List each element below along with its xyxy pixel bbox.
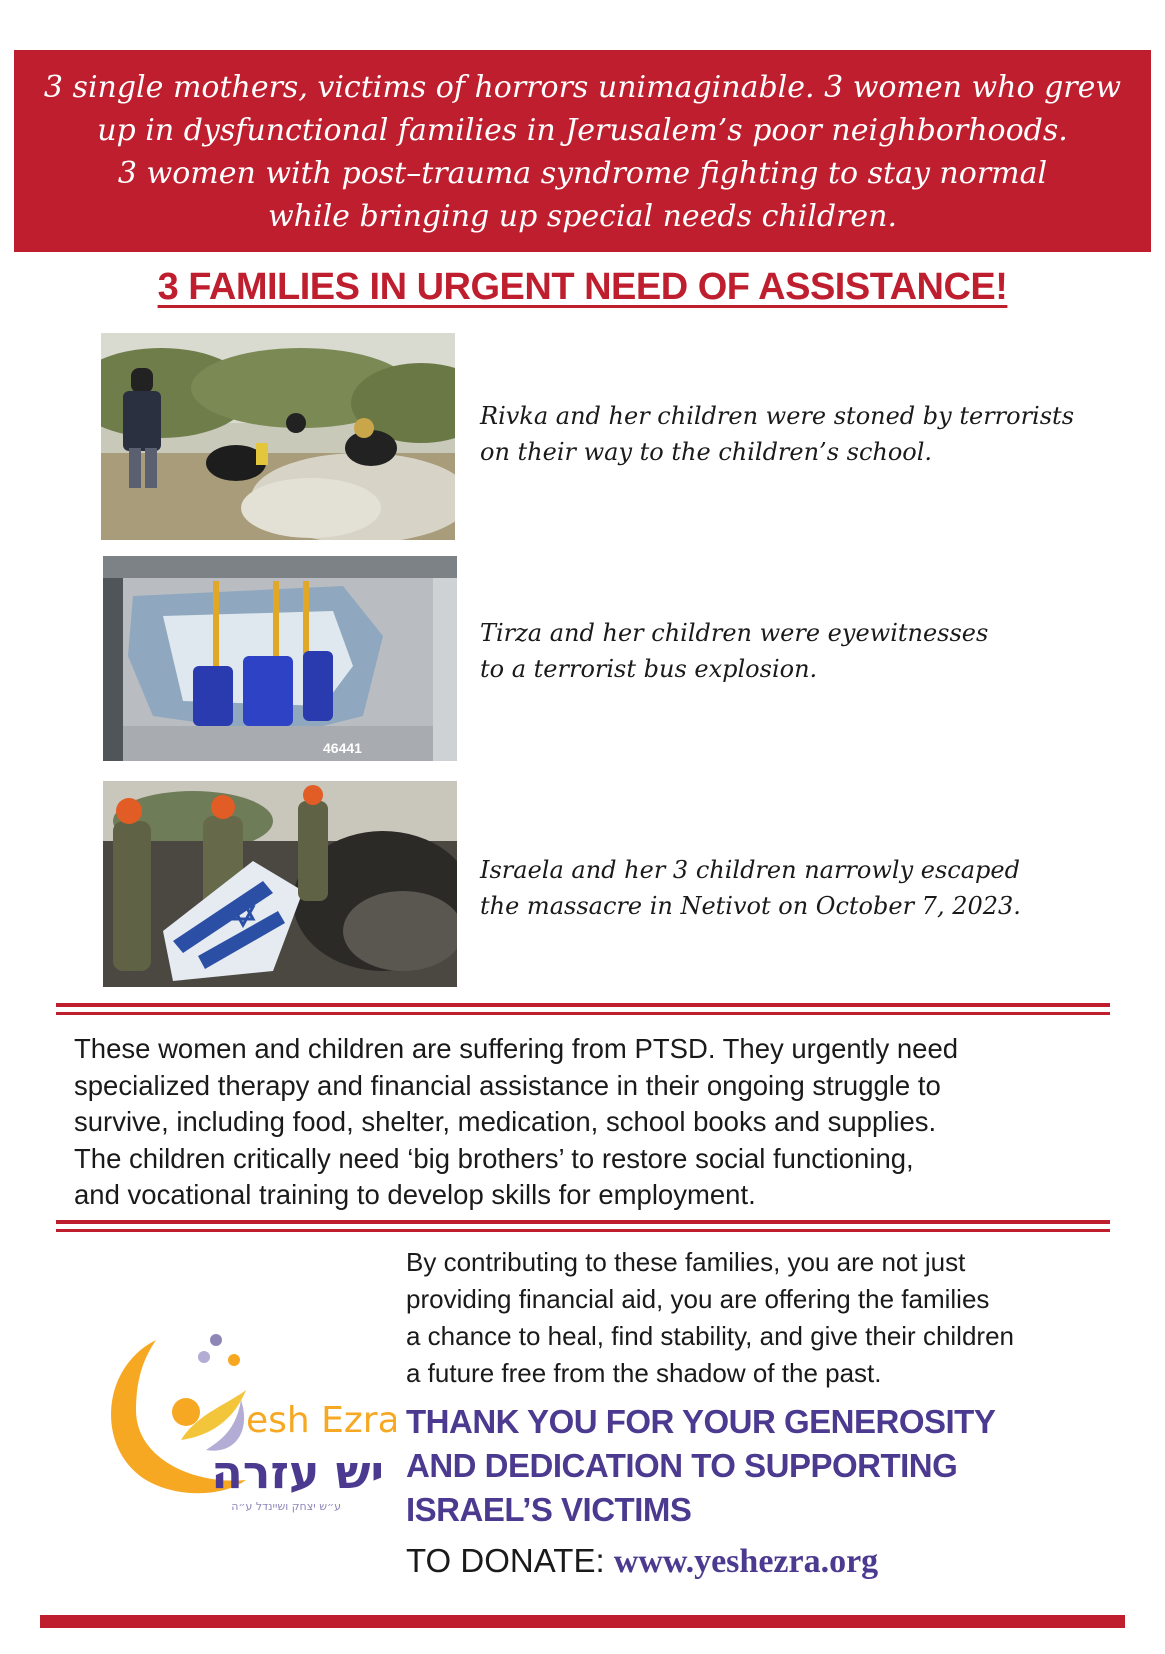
divider-rule <box>56 1229 1110 1232</box>
caption-line: Israela and her 3 children narrowly escaped <box>480 856 1020 884</box>
story-caption-rivka <box>480 398 1074 470</box>
thank-you-message <box>406 1400 995 1532</box>
intro-line: up in dysfunctional families in Jerusalem’s poor neighborhoods. <box>97 113 1068 148</box>
thanks-line: THANK YOU FOR YOUR GENEROSITY <box>406 1403 996 1440</box>
caption-line: to a terrorist bus explosion. <box>480 655 818 683</box>
yesh-ezra-logo <box>86 1320 396 1520</box>
stoning-photo <box>101 333 455 540</box>
contribution-line: a future free from the shadow of the past. <box>406 1358 882 1388</box>
bus-number: 46441 <box>323 740 362 756</box>
ptsd-description <box>74 1031 1134 1214</box>
netivot-rescue-photo <box>103 781 457 987</box>
caption-line: on their way to the children’s school. <box>480 438 933 466</box>
intro-line: 3 women with post–trauma syndrome fighting to stay normal <box>117 156 1048 191</box>
thanks-line: AND DEDICATION TO SUPPORTING <box>406 1447 958 1484</box>
caption-line: Tirza and her children were eyewitnesses <box>480 619 989 647</box>
body-line: These women and children are suffering from PTSD. They urgently need <box>74 1033 959 1064</box>
contribution-line: By contributing to these families, you are not just <box>406 1247 966 1277</box>
urgent-headline: 3 FAMILIES IN URGENT NEED OF ASSISTANCE! <box>157 266 1008 308</box>
logo-hebrew-name: יש עזרה <box>211 1445 384 1499</box>
body-line: survive, including food, shelter, medication, school books and supplies. <box>74 1106 937 1137</box>
logo-latin-name: esh Ezra <box>246 1400 396 1441</box>
story-caption-israela <box>480 852 1021 924</box>
body-line: The children critically need ‘big brothers’ to restore social functioning, <box>74 1142 914 1174</box>
divider-rule <box>56 1220 1110 1224</box>
thanks-line: ISRAEL’S VICTIMS <box>406 1491 692 1528</box>
intro-banner <box>14 50 1151 252</box>
footer-bar <box>40 1615 1125 1628</box>
body-line: and vocational training to develop skills for employment. <box>74 1179 756 1210</box>
caption-line: the massacre in Netivot on October 7, 2023. <box>480 892 1021 920</box>
bus-explosion-photo <box>103 556 457 761</box>
donate-link[interactable]: www.yeshezra.org <box>613 1543 879 1580</box>
donate-line <box>406 1542 878 1581</box>
contribution-line: providing financial aid, you are offering the families <box>406 1284 990 1314</box>
donate-label: TO DONATE: <box>406 1542 614 1579</box>
contribution-line: a chance to heal, find stability, and give their children <box>406 1321 1014 1351</box>
divider-rule <box>56 1012 1110 1015</box>
intro-line: 3 single mothers, victims of horrors unimaginable. 3 women who grew <box>43 70 1122 105</box>
body-line: specialized therapy and financial assistance in their ongoing struggle to <box>74 1069 941 1101</box>
divider-rule <box>56 1003 1110 1007</box>
intro-line: while bringing up special needs children. <box>267 199 898 234</box>
logo-hebrew-tagline: ע״ש יצחק ושיינדל ע״ה <box>231 1500 341 1513</box>
caption-line: Rivka and her children were stoned by terrorists <box>480 402 1075 430</box>
contribution-text <box>406 1244 1014 1392</box>
story-caption-tirza <box>480 615 988 687</box>
